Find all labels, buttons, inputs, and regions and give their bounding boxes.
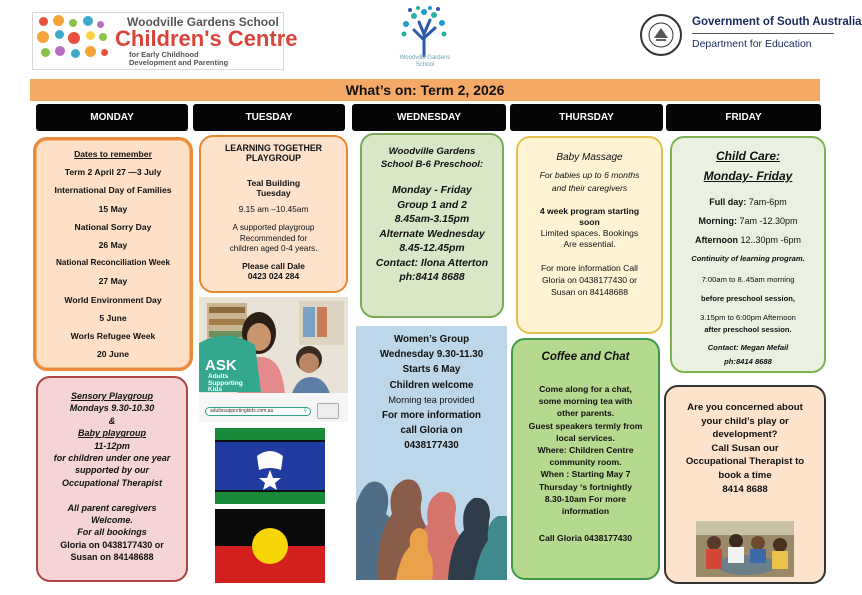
day-header-friday: FRIDAY (666, 104, 821, 131)
child-care-contact: Contact: Megan Mefail (707, 343, 789, 352)
day-header-thursday: THURSDAY (510, 104, 663, 131)
government-title: Government of South Australia (692, 16, 862, 28)
learning-together-card (199, 135, 348, 293)
continuity-morning: 7:00am to 8..45am morning (701, 275, 795, 284)
aboriginal-flag (215, 509, 325, 583)
massage-eligibility: For babies up to 6 months and their caregivers (539, 170, 640, 193)
morning-hours: Morning: 7am -12.30pm (698, 216, 798, 226)
coffee-title: Coffee and Chat (541, 351, 630, 363)
page-title: What’s on: Term 2, 2026 (30, 79, 820, 101)
continuity-heading: Continuity of learning program. (691, 254, 805, 263)
childrens-centre-logo (32, 12, 298, 70)
coffee-and-chat-card (511, 338, 660, 580)
child-care-card (670, 136, 826, 373)
cc-title: Children's Centre (115, 26, 298, 51)
date-item: 27 May (98, 276, 128, 286)
date-item: 5 June (99, 313, 127, 323)
dates-to-remember-card (33, 137, 193, 371)
cc-subtitle: for Early Childhood Development and Parenting (129, 50, 229, 67)
ask-photo (199, 297, 348, 422)
ask-subtitle: Adults Supporting Kids (208, 373, 243, 393)
learning-title: LEARNING TOGETHER PLAYGROUP (224, 143, 323, 163)
date-item: World Environment Day (64, 295, 162, 305)
continuity-afternoon: 3.15pm to 6:00pm Afternoon (700, 313, 796, 322)
school-name-small: Woodville Gardens School (399, 55, 451, 68)
dates-heading: Dates to remember (74, 149, 152, 159)
department-name: Department for Education (692, 38, 812, 50)
silhouettes-graphic (356, 444, 507, 580)
day-header-tuesday: TUESDAY (193, 104, 345, 131)
ot-text: Are you concerned about your child’s play or development? Call Susan our Occupational Therapist to book a time 8414 8688 (685, 402, 805, 495)
date-item: 26 May (98, 240, 128, 250)
massage-title: Baby Massage (556, 152, 623, 163)
learning-time: 9.15 am –10.45am (238, 204, 309, 214)
massage-booking: Limited spaces. Bookings Are essential. (540, 228, 639, 249)
playgroup-text: Sensory Playgroup Mondays 9.30-10.30 & Baby playgroup 11-12pm for children under one year supported by our Occupational Therapist All parent caregivers Welcome. For all bookings Gloria on 0438177430 or Susan on 84148688 (53, 391, 171, 563)
ask-title: ASK (205, 357, 237, 374)
day-header-monday: MONDAY (36, 104, 188, 131)
tree-icon (392, 6, 456, 58)
date-item: National Reconciliation Week (55, 258, 171, 267)
preschool-card (360, 133, 504, 318)
ask-website: adultssupportingkids.com.au ⚲ (205, 407, 311, 416)
baby-massage-card (516, 136, 663, 334)
date-item: National Sorry Day (74, 222, 152, 232)
continuity-afternoon-note: after preschool session. (704, 325, 792, 334)
continuity-morning-note: before preschool session, (700, 294, 796, 303)
government-logo (640, 12, 862, 62)
day-header-wednesday: WEDNESDAY (352, 104, 506, 131)
date-item: International Day of Families (54, 185, 172, 195)
massage-program: 4 week program starting soon (539, 206, 640, 227)
child-care-title: Child Care: Monday- Friday (703, 149, 793, 183)
torres-strait-islander-flag (215, 428, 325, 504)
date-item: 20 June (96, 349, 129, 359)
search-icon: ⚲ (303, 408, 307, 414)
womens-group-text: Women’s Group Wednesday 9.30-11.30 Starts 6 May Children welcome Morning tea provided For more information call Gloria on 0438177430 (379, 334, 484, 452)
divider (692, 33, 834, 34)
date-item: Worls Refugee Week (70, 331, 156, 341)
sensory-playgroup-card (36, 376, 188, 582)
massage-contact: For more information Call Gloria on 0438177430 or Susan on 84148688 (541, 263, 638, 297)
womens-group-card (356, 326, 507, 580)
coffee-contact: Call Gloria 0438177430 (538, 533, 633, 544)
learning-location: Teal Building Tuesday (246, 178, 301, 198)
afternoon-hours: Afternoon 12..30pm -6pm (694, 235, 802, 245)
cc-school-name: Woodville Gardens School (127, 15, 279, 29)
learning-description: A supported playgroup Recommended for children aged 0-4 years. (229, 223, 318, 253)
date-item: 15 May (98, 204, 128, 214)
learning-contact: Please call Dale 0423 024 284 (242, 260, 305, 281)
crest-icon (640, 14, 682, 56)
child-care-phone: ph:8414 8688 (724, 357, 772, 366)
gov-mark-icon (317, 403, 339, 419)
date-item: Term 2 April 27 —3 July (64, 167, 162, 177)
preschool-text: Woodville Gardens School B-6 Preschool: Monday - Friday Group 1 and 2 8.45am-3.15pm Alternate Wednesday 8.45-12.45pm Contact: Ilona Atterton ph:8414 8688 (375, 146, 489, 283)
full-day-hours: Full day: 7am-6pm (709, 197, 787, 207)
coffee-text: Come along for a chat, some morning tea with other parents. Guest speakers termly from local services. Where: Children Centre community room. When : Starting May 7 Thursday ‘s fortnightly 8.30-10am For more information (528, 384, 643, 517)
children-playing-photo (696, 521, 794, 577)
